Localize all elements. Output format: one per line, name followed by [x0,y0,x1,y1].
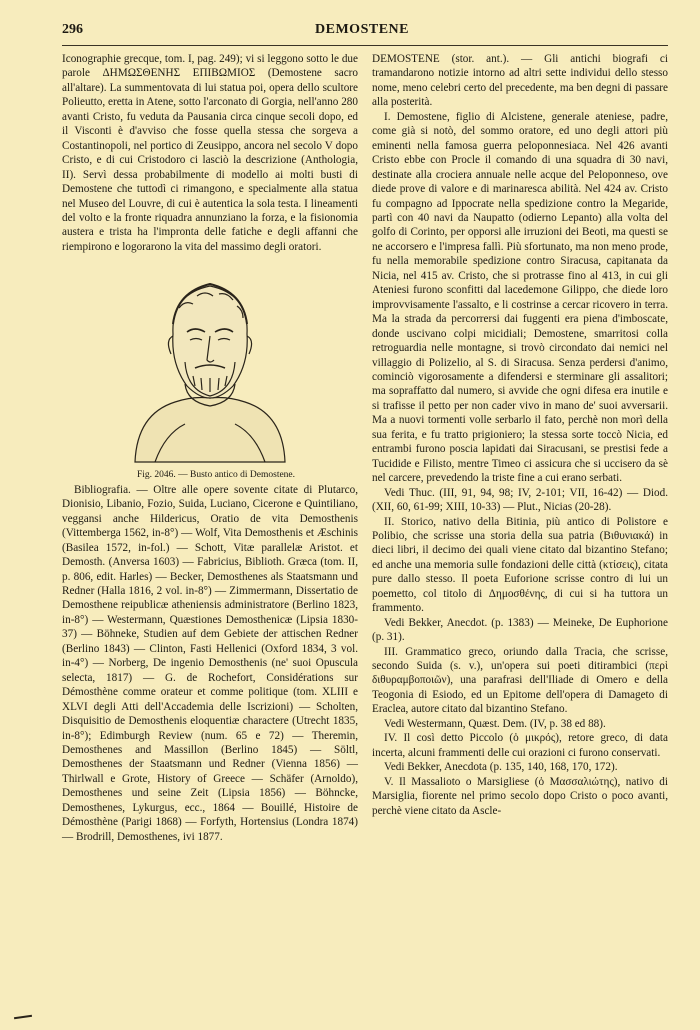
entry-intro: DEMOSTENE (stor. ant.). — Gli antichi biografi ci tramandarono notizie intorno ad altri sette individui dello stesso nome, meno celebri certo del precedente, ma ben degni di passare alla posterità. [372,53,668,109]
page-number: 296 [62,22,83,37]
section-4-references: Vedi Bekker, Anecdota (p. 135, 140, 168, 170, 172). [384,761,618,774]
running-title: DEMOSTENE [315,22,409,37]
section-3: III. Grammatico greco, oriundo dalla Tracia, che scrisse, secondo Suida (s. v.), un'opera sui poeti ditirambici (περὶ διθυραμβοποιῶν), una parafrasi dell'Iliade di Omero e della Teogonia di Esiodo, ed un Epitome dell'opera di Damageto di Eraclea, autore citato dal bizantino Stefano. [372,645,668,716]
bust-illustration [115,264,305,464]
right-column [372,52,668,818]
section-4: IV. Il così detto Piccolo (ὁ μικρός), retore greco, di data incerta, alcuni frammenti delle cui orazioni ci furono conservati. [372,732,668,759]
header-rule [62,45,668,46]
figure-caption: Fig. 2046. — Busto antico di Demostene. [136,470,296,481]
section-2: II. Storico, nativo della Bitinia, più antico di Polistore e Polibio, che scrisse una storia della sua patria (Βιθυνιακά) in dieci libri, il decimo dei quali viene citato dal bizantino Stefano; ed anche una memoria sulle fondazioni delle città (κτίσεις), citata pure dallo stesso. Il poeta Euforione scrisse contro di lui un poemetto, col titolo di Δημοσθένης, di cui si ha tuttora un frammento. [372,515,668,615]
section-2-references: Vedi Bekker, Anecdot. (p. 1383) — Meineke, De Euphorione (p. 31). [372,616,668,644]
section-3-references: Vedi Westermann, Quæst. Dem. (IV, p. 38 ed 88). [384,717,606,730]
left-column [62,52,358,844]
section-1: I. Demostene, figlio di Alcistene, generale ateniese, padre, come già si notò, del sommo oratore, ed uno degli attori più eminenti nella famosa guerra peloponnesiaca. Nel 426 avanti Cristo ebbe con Procle il comando di una squadra di 30 navi, destinate alla crociera annuale nelle acque del Peloponneso, ove diede prove di valore e di marinaresca abilità. Nel 424 av. Cristo fu compagno ad Ippocrate nella spedizione contro la Megaride, partì con 40 navi da Naupatto (odierno Lepanto) alla volta del golfo di Corinto, per opporsi alle irruzioni dei Beoti, ma questi se ne accorsero e l'impresa fallì. Più sfortunato, ma non meno prode, fu nella memorabile spedizione contro Siracusa, capitanata da Nicia, nel 415 av. Cristo, che si protrasse fino al 413, in cui gli Ateniesi furono sconfitti dal lacedemone Gilippo, che diede loro improvvisamente l'assalto, e li costrinse a cercar ricovero in terra. Ma la strada da percorrersi dai fuggenti era piena d'imboscate, donde uscivano colpi micidiali; Demostene, smarritosi colla retroguardia nelle montagne, si trovò circondato dai nemici nel villaggio di Polizelio, al S. di Siracusa. Senza perdersi d'animo, cominciò vigorosamente a difendersi e sterminare gli assalitori; ma sopraffatto dal numero, si avvide che ogni difesa era inutile e si trafisse il petto per non cader vivo in mano de' suoi avversarii. Ma a nuovi tormenti volle serbarlo il fato, perchè non morì della sua ferita, e fu tratto prigioniero; la stessa sorte toccò Nicia, ed entrambi furono poscia lapidati dai Siracusani, se prestisi fede a Tucidide e Filisto, mentre Timeo ci assicura che si uccisero da sè nel carcere, prevedendo la triste fine a cui erano serbati. [372,110,668,485]
bibliography-paragraph: Bibliografia. — Oltre alle opere sovente citate di Plutarco, Dionisio, Libanio, Fozio, Suida, Luciano, Cicerone e Quintiliano, veggansi anche Hildericus, Oratio de vita Demosthenis (Vittemberga 1562, in-8°) — Wolf, Vita Demosthenis et Æschinis (Basilea 1572, in-fol.) — Schott, Vitæ parallelæ Aristot. et Demosth. (Anversa 1603) — Fabricius, Biblioth. Græca (tom. II, p. 806, edit. Harles) — Becker, Demosthenes als Staatsmann und Redner (Halla 1816, 2 vol. in-8°) — Zimmermann, Dissertatio de Demosthene reipublicæ atheniensis administratore (Berlino 1823, in-8°) — Westermann, Quæstiones Demosthenicæ (Lipsia 1830-37) — Böhneke, Studien auf dem Gebiete der attischen Redner (Berlino 1843) — Clinton, Fasti Hellenici (Oxford 1834, 3 vol. in-4°) — Norberg, De ingenio Demosthenis (ne' suoi Opuscula selecta, 1817) — G. de Rochefort, Considérations sur Démosthène comme orateur et comme politique (tom. XLIII e XLVI degli Atti dell'Accademia delle Iscrizioni) — Scholten, Disquisitio de Demosthenis eloquentiæ charactere (Utrecht 1835, in-8°); Edimburgh Review (num. 65 e 72) — Theremin, Demosthenes and Massillon (Berlino 1845) — Söltl, Demosthenes der Staatsmann und Redner (Vienna 1856) — Thirlwall e Grote, History of Greece — Schäfer (Arnoldo), Demosthenes und seine Zeit (Lipsia 1856) — Böhncke, Demosthenes, Lykurgus, ecc., 1864 — Bouillé, Histoire de Démosthène (Parigi 1868) — Forfyth, Hortensius (Londra 1874) — Brodrill, Demosthenes, ivi 1877. [62,483,358,843]
bust-figure [62,264,358,464]
page-header [62,22,662,44]
section-5: V. Il Massalioto o Marsigliese (ὁ Μασσαλιώτης), nativo di Marsiglia, fiorente nel primo secolo dopo Cristo o poco avanti, perchè viene citato da Ascle- [372,775,668,817]
section-1-references: Vedi Thuc. (III, 91, 94, 98; IV, 2-101; VII, 16-42) — Diod. (XII, 60, 61-99; XIII, 10-33) — Plut., Nicias (20-28). [372,486,668,514]
corner-mark [14,1015,32,1019]
iconography-paragraph: Iconographie grecque, tom. I, pag. 249); vi si leggono sotto le due parole ΔΗΜΩΣΘΕΝΗΣ ΕΠΙΒΩΜΙΟΣ (Demostene sacro all'altare). La summentovata di lui statua poi, opera dello scultore Polieutto, eretta in Atene, sotto l'arconato di Gorgia, nell'anno 280 avanti Cristo, fu veduta da Pausania circa cinque secoli dopo, ed il Visconti è d'avviso che fosse quella stessa che sorgeva a Costantinopoli, nel portico di Zeusippo, ancora nel secolo V dopo Cristo, e di cui Cristodoro ci lasciò la descrizione (Anthologia, II). Servì dessa probabilmente di modello ai molti busti di Demostene che tuttodì ci rimangono, e specialmente alla statua nel Museo del Louvre, di cui è autentica la sola testa. I lineamenti del volto e la fronte riquadra annunziano la forza, e la fisionomia austera e trista ha l'impronta delle fatiche e degli affanni che riempirono e logorarono la vita del massimo degli oratori. [62,53,358,253]
